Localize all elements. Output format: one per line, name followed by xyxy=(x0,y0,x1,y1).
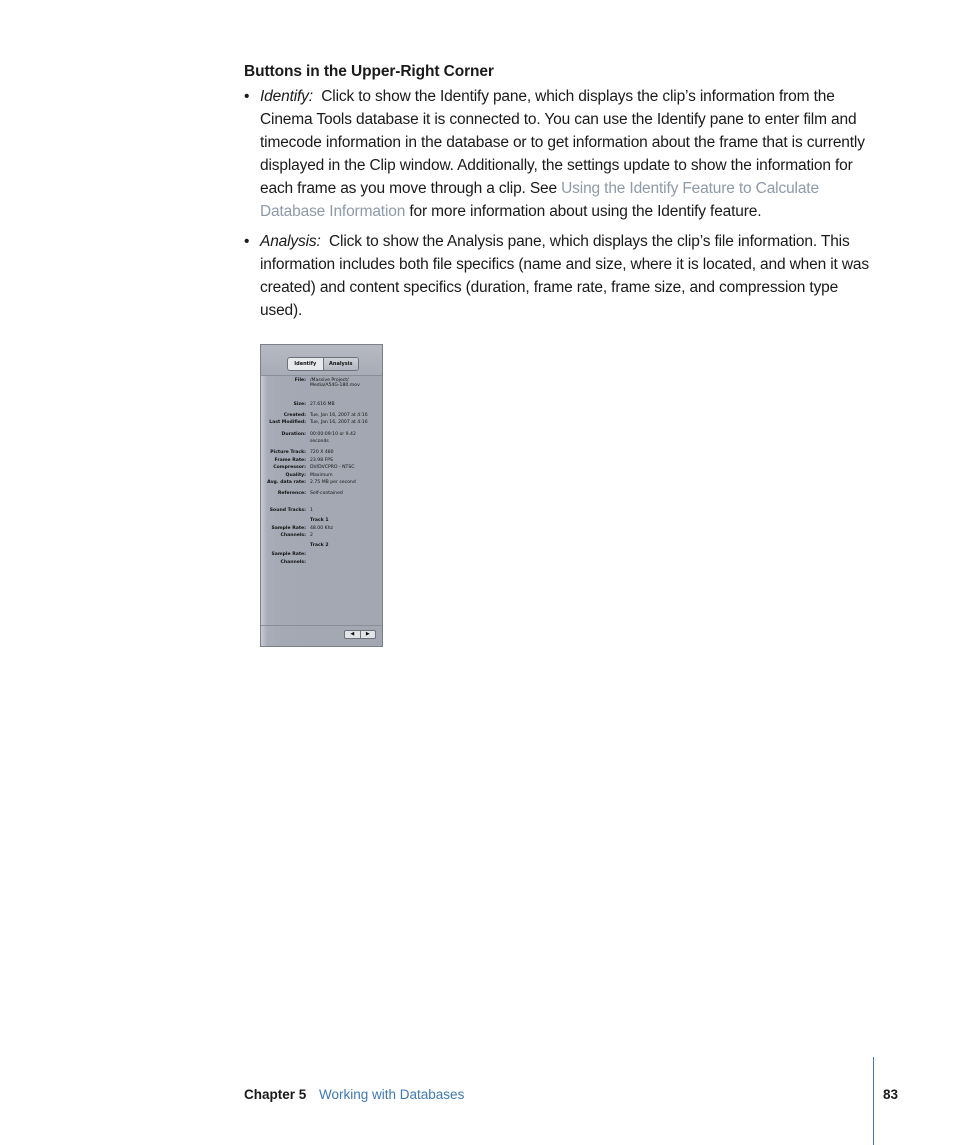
info-label: Compressor: xyxy=(273,465,306,470)
info-label: Sample Rate: xyxy=(271,552,306,557)
pane-tab-control xyxy=(287,357,359,371)
info-value: Maximum xyxy=(310,473,333,478)
bullet-dot: • xyxy=(244,88,250,105)
info-label: Avg. data rate: xyxy=(267,480,306,485)
info-label: Duration: xyxy=(281,432,306,437)
info-value: Tue, Jan 16, 2007 at 4:16 xyxy=(310,420,368,425)
info-value: Track 2 xyxy=(310,543,329,548)
info-label: Channels: xyxy=(280,533,306,538)
analysis-pane-screenshot xyxy=(260,344,383,647)
bullet-dot: • xyxy=(244,233,250,250)
info-label: Sample Rate: xyxy=(271,526,306,531)
frame-nav-control xyxy=(344,630,376,639)
pane-footer xyxy=(261,625,382,646)
tab-analysis[interactable]: Analysis xyxy=(323,358,359,370)
info-value: /Massive Project/ xyxy=(310,378,349,383)
info-value: Track 1 xyxy=(310,518,329,523)
info-label: Picture Track: xyxy=(270,450,306,455)
info-value: 2 xyxy=(310,533,313,538)
info-label: Created: xyxy=(283,413,306,418)
next-arrow-icon[interactable]: ▶ xyxy=(360,631,376,638)
bullet-term: Analysis: xyxy=(260,233,321,250)
info-value: 48.00 Khz xyxy=(310,526,333,531)
bullet-term: Identify: xyxy=(260,88,313,105)
footer-chapter-title[interactable]: Working with Databases xyxy=(319,1087,465,1102)
pane-header xyxy=(261,345,382,376)
info-value: 1 xyxy=(310,508,313,513)
bullet-text: Click to show the Identify pane, which displays the clip’s information from the Cinema Tools database it is connected to. You can use the Identify pane to enter film and timecode information in the database or to get information about the frame that is currently displayed in the Clip window. Additionally, the settings update to show the information for each frame as you move through a clip. See xyxy=(260,88,865,197)
info-value: 2.75 MB per second xyxy=(310,480,356,485)
info-label: Size: xyxy=(293,402,306,407)
info-value: 720 X 480 xyxy=(310,450,334,455)
info-label: Last Modified: xyxy=(269,420,306,425)
info-label: Frame Rate: xyxy=(274,458,306,463)
cross-reference-link[interactable]: Using the Identify Feature to Calculate Database Information xyxy=(260,180,819,220)
tab-identify[interactable]: Identify xyxy=(294,361,317,367)
section-heading: Buttons in the Upper-Right Corner xyxy=(244,63,494,80)
info-value: 23.98 FPS xyxy=(310,458,333,463)
info-value: Self-contained xyxy=(310,491,343,496)
page-number: 83 xyxy=(883,1087,899,1102)
bullet-text: Click to show the Analysis pane, which displays the clip’s file information. This information includes both file specifics (name and size, where it is located, and when it was created) and content specifics (duration, frame rate, frame size, and compression type used). xyxy=(260,233,869,319)
info-label: File: xyxy=(294,378,306,383)
info-label: Channels: xyxy=(280,560,306,565)
bullet-body xyxy=(260,85,874,223)
info-value: seconds xyxy=(310,439,329,444)
footer-chapter: Chapter 5 xyxy=(244,1087,307,1102)
info-label: Quality: xyxy=(285,473,306,478)
info-value: DV/DVCPRO - NTSC xyxy=(310,465,355,470)
footer-divider xyxy=(873,1057,874,1145)
info-value: Tue, Jan 16, 2007 at 4:16 xyxy=(310,413,368,418)
bullet-identify xyxy=(244,85,874,223)
previous-arrow-icon[interactable]: ◀ xyxy=(350,631,355,637)
info-value: Media/A54G-180.mov xyxy=(310,383,360,388)
info-value: 27.616 MB xyxy=(310,402,335,407)
info-label: Reference: xyxy=(277,491,306,496)
bullet-text-after: for more information about using the Identify feature. xyxy=(405,203,762,220)
info-value: 00:00:09:10 or 9.42 xyxy=(310,432,356,437)
info-label: Sound Tracks: xyxy=(269,508,306,513)
bullet-analysis xyxy=(244,230,874,322)
bullet-body xyxy=(260,230,874,322)
